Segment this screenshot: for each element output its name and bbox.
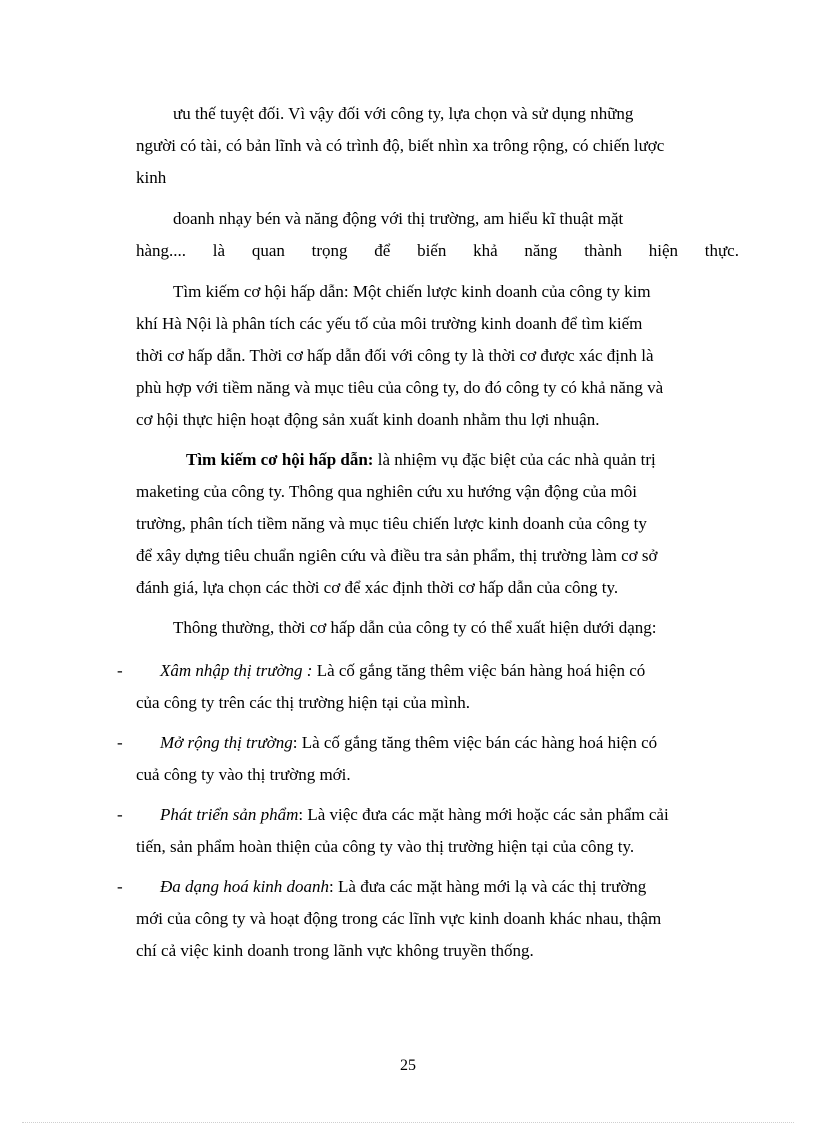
word: thành	[584, 241, 622, 260]
paragraph-line: cơ hội thực hiện hoạt động sản xuất kinh doanh nhằm thu lợi nhuận.	[136, 410, 600, 429]
paragraph-2	[136, 203, 739, 267]
paragraph-line: khí Hà Nội là phân tích các yếu tố của môi trường kinh doanh để tìm kiếm	[136, 314, 643, 333]
paragraph-line: thời cơ hấp dẫn. Thời cơ hấp dẫn đối với công ty là thời cơ được xác định là	[136, 346, 654, 365]
word: năng	[524, 241, 558, 260]
page-number: 25	[400, 1057, 416, 1074]
paragraph-4	[136, 444, 739, 604]
word: thực.	[704, 241, 739, 260]
bullet-line	[136, 871, 739, 903]
bullet-dash: -	[117, 877, 123, 896]
bullet-item-1	[136, 655, 739, 719]
paragraph-line	[136, 444, 739, 476]
bullet-term: Mở rộng thị trường	[160, 733, 293, 752]
paragraph-5	[136, 612, 739, 644]
paragraph-line: kinh	[136, 168, 167, 187]
word: biến	[417, 241, 447, 260]
bullet-line: cuả công ty vào thị trường mới.	[136, 765, 351, 784]
line-text: : Là cố gắng tăng thêm việc bán các hàng hoá hiện có	[292, 733, 658, 752]
bullet-line	[136, 727, 739, 759]
word: để	[374, 241, 391, 260]
paragraph-line: Thông thường, thời cơ hấp dẫn của công ty có thể xuất hiện dưới dạng:	[173, 618, 657, 637]
bullet-dash: -	[117, 733, 123, 752]
paragraph-line-justified	[136, 235, 739, 267]
paragraph-line: trường, phân tích tiềm năng và mục tiêu chiến lược kinh doanh của công ty	[136, 514, 647, 533]
line-text: là nhiệm vụ đặc biệt của các nhà quản trị	[373, 450, 656, 469]
paragraph-line: đánh giá, lựa chọn các thời cơ để xác định thời cơ hấp dẫn của công ty.	[136, 578, 619, 597]
bullet-line	[136, 799, 739, 831]
bullet-line	[136, 655, 739, 687]
paragraph-line: ưu thế tuyệt đối. Vì vậy đối với công ty, lựa chọn và sử dụng những	[173, 104, 634, 123]
bullet-item-2	[136, 727, 739, 791]
bullet-term: Xâm nhập thị trường :	[160, 661, 313, 680]
paragraph-line: doanh nhạy bén và năng động với thị trường, am hiểu kĩ thuật mặt	[173, 209, 624, 228]
word: là	[212, 241, 226, 260]
bullet-line: tiến, sản phẩm hoàn thiện của công ty vào thị trường hiện tại của công ty.	[136, 837, 635, 856]
paragraph-1	[136, 98, 739, 194]
paragraph-line: maketing của công ty. Thông qua nghiên cứu xu hướng vận động của môi	[136, 482, 637, 501]
bullet-item-4	[136, 871, 739, 967]
bullet-item-3	[136, 799, 739, 863]
bullet-line: của công ty trên các thị trường hiện tại của mình.	[136, 693, 471, 712]
bold-lead-text: Tìm kiếm cơ hội hấp dẫn:	[186, 450, 374, 469]
bullet-dash: -	[117, 661, 123, 680]
word: hàng....	[136, 241, 187, 260]
paragraph-3	[136, 276, 739, 436]
paragraph-line: Tìm kiếm cơ hội hấp dẫn: Một chiến lược kinh doanh của công ty kim	[173, 282, 651, 301]
bullet-term: Phát triển sản phẩm	[160, 805, 299, 824]
bullet-line: mới của công ty và hoạt động trong các lĩnh vực kinh doanh khác nhau, thậm	[136, 909, 662, 928]
word: khả	[473, 241, 498, 260]
word: hiện	[648, 241, 678, 260]
line-text: : Là việc đưa các mặt hàng mới hoặc các sản phẩm cải	[298, 805, 669, 824]
bullet-line: chí cả việc kinh doanh trong lãnh vực không truyền thống.	[136, 941, 534, 960]
paragraph-line: phù hợp với tiềm năng và mục tiêu của công ty, do đó công ty có khả năng và	[136, 378, 664, 397]
paragraph-line: người có tài, có bản lĩnh và có trình độ, biết nhìn xa trông rộng, có chiến lược	[136, 136, 665, 155]
line-text: Là cố gắng tăng thêm việc bán hàng hoá hiện có	[312, 661, 646, 680]
word: trọng	[311, 241, 348, 260]
word: quan	[251, 241, 285, 260]
bullet-dash: -	[117, 805, 123, 824]
paragraph-line: để xây dựng tiêu chuẩn ngiên cứu và điều tra sản phẩm, thị trường làm cơ sở	[136, 546, 658, 565]
line-text: : Là đưa các mặt hàng mới lạ và các thị trường	[329, 877, 647, 896]
bullet-term: Đa dạng hoá kinh doanh	[160, 877, 330, 896]
